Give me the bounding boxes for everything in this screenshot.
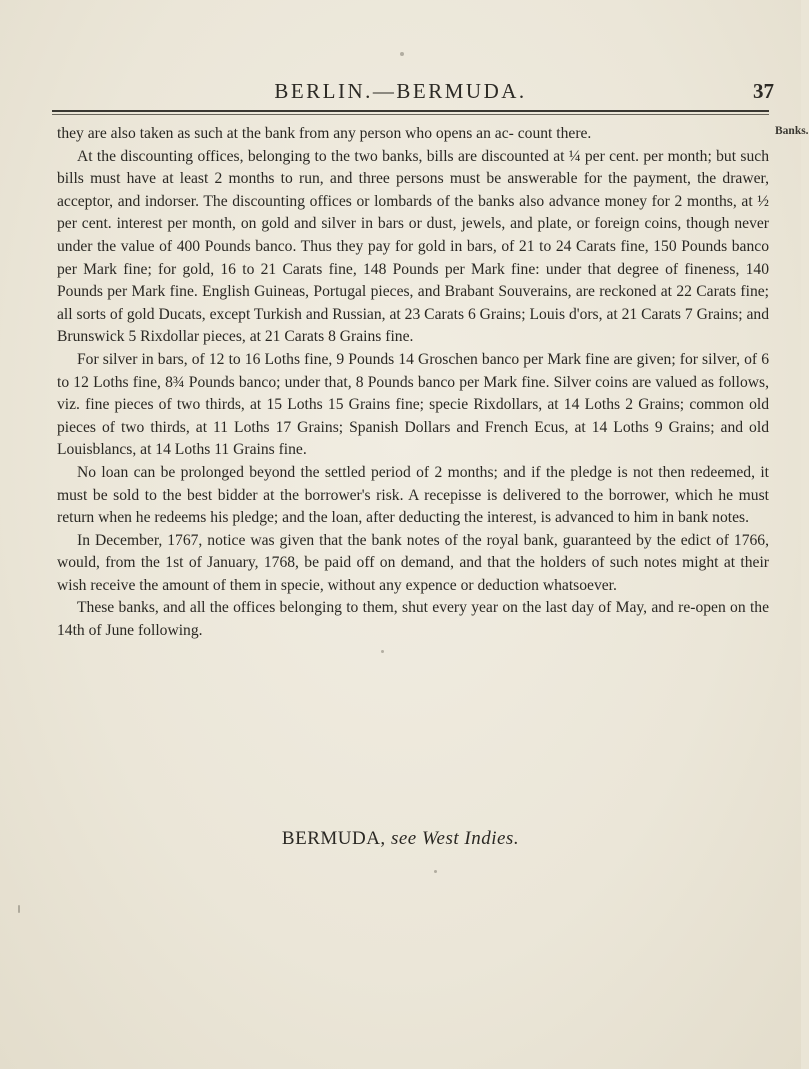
paragraph: No loan can be prolonged beyond the settled period of 2 months; and if the pledge is not then redeemed, it must be sold to the best bidder at the borrower's risk. A recepisse is delivered to the borrower, which he must return when he redeems his pledge; and the loan, after deducting the interest, is advanced to him in bank notes.: [57, 463, 769, 527]
paragraph: they are also taken as such at the bank from any person who opens an ac- count there.: [57, 125, 592, 142]
body-text: [57, 123, 769, 643]
see-reference: see West Indies.: [390, 828, 520, 849]
paper-speck: [18, 905, 20, 913]
paper-speck: [400, 52, 404, 56]
running-title: BERLIN.—BERMUDA.: [274, 79, 527, 103]
paragraph: At the discounting offices, belonging to the two banks, bills are discounted at ¼ per cent. per month; but such bills must have at least 2 months to run, and three persons must be answerable for the payment, the drawer, acceptor, and indorser. The discounting offices or lombards of the banks also advance money for 2 months, at ½ per cent. interest per month, on gold and silver in bars or dust, jewels, and plate, or foreign coins, though never under the value of 400 Pounds banco. Thus they pay for gold in bars, of 21 to 24 Carats fine, 150 Pounds banco per Mark fine; for gold, 16 to 21 Carats fine, 148 Pounds per Mark fine: under that degree of fineness, 140 Pounds per Mark fine. English Guineas, Portugal pieces, and Brabant Souverains, are reckoned at 22 Carats fine; all sorts of gold Ducats, except Turkish and Russian, at 23 Carats 6 Grains; Louis d'ors, at 21 Carats 7 Grains; and Brunswick 5 Rixdollar pieces, at 21 Carats 8 Grains fine.: [57, 147, 769, 346]
running-head: [0, 79, 801, 105]
paper-speck: [434, 870, 437, 873]
header-rule: [52, 110, 769, 112]
cross-reference-entry: [0, 828, 801, 850]
margin-note: Banks.: [775, 125, 809, 137]
header-rule-thin: [52, 114, 769, 115]
paragraph: These banks, and all the offices belonging to them, shut every year on the last day of May, and re-open on the 14th of June following.: [57, 599, 769, 640]
paper-speck: [381, 650, 384, 653]
paragraph: For silver in bars, of 12 to 16 Loths fine, 9 Pounds 14 Groschen banco per Mark fine are given; for silver, of 6 to 12 Loths fine, 8¾ Pounds banco; under that, 8 Pounds banco per Mark fine. Silver coins are valued as follows, viz. fine pieces of two thirds, at 15 Loths 15 Grains fine; specie Rixdollars, at 14 Loths 2 Grains; common old pieces of two thirds, at 11 Loths 17 Grains; Spanish Dollars and French Ecus, at 14 Loths 9 Grains; and old Louisblancs, at 14 Loths 11 Grains fine.: [57, 350, 769, 459]
entry-term: BERMUDA,: [281, 828, 386, 849]
paragraph: In December, 1767, notice was given that the bank notes of the royal bank, guaranteed by the edict of 1766, would, from the 1st of January, 1768, be paid off on demand, and that the holders of such notes might at their wish receive the amount of them in specie, without any expence or deduction whatsoever.: [57, 531, 769, 594]
page-number: 37: [753, 79, 774, 103]
